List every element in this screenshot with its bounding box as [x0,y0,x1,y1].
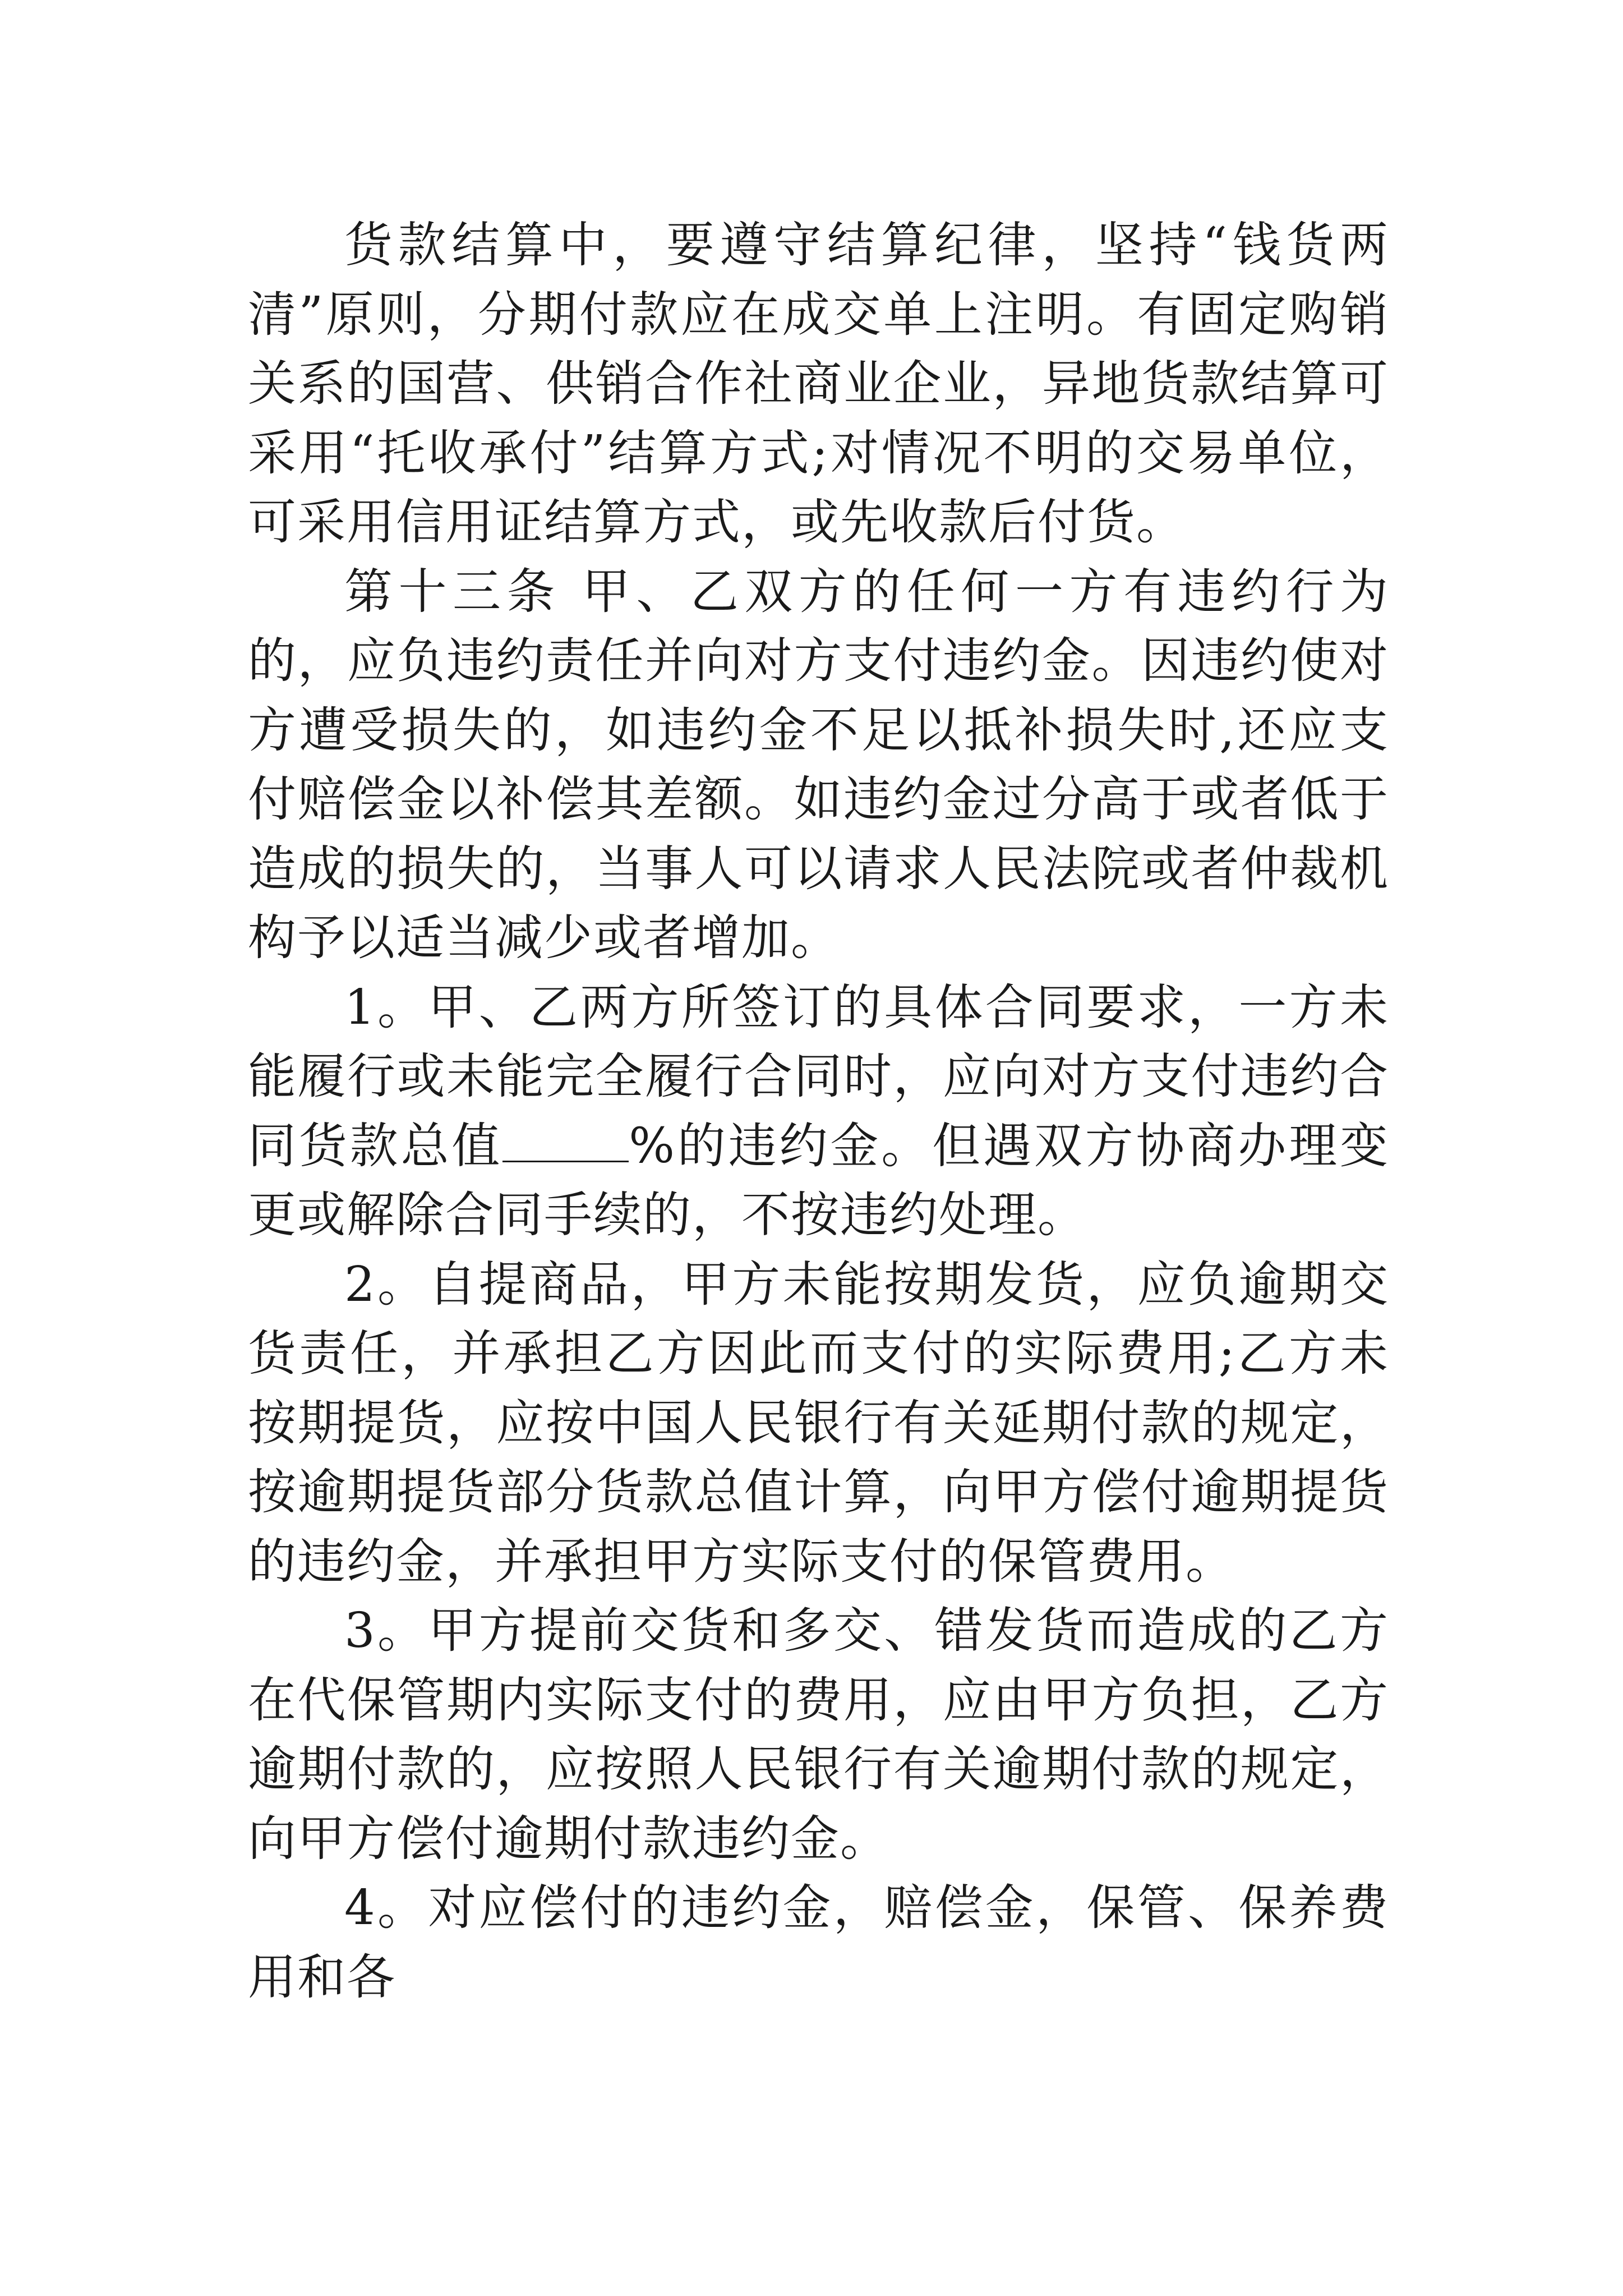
paragraph-clause-4: 4。对应偿付的违约金，赔偿金，保管、保养费用和各 [248,1880,1389,2005]
paragraph-clause-1 [248,973,1389,1250]
paragraph-settlement: 货款结算中，要遵守结算纪律，坚持“钱货两清”原则，分期付款应在成交单上注明。有固定购销关系的国营、供销合作社商业企业，异地货款结算可采用“托收承付”结算方式;对情况不明的交易单位，可采用信用证结算方式，或先收款后付货。 [248,217,1389,550]
clause-1-text-before: 1。甲、乙两方所签订的具体合同要求，一方未能履行或未能完全履行合同时，应向对方支付违约合同货款总值 [248,979,1389,1174]
percentage-blank-field [502,1127,629,1162]
clause-1-text-after: %的违约金。但遇双方协商办理变更或解除合同手续的，不按违约处理。 [248,1117,1390,1243]
paragraph-clause-3: 3。甲方提前交货和多交、错发货而造成的乙方在代保管期内实际支付的费用，应由甲方负担，乙方逾期付款的，应按照人民银行有关逾期付款的规定，向甲方偿付逾期付款违约金。 [248,1603,1389,1867]
paragraph-article-13: 第十三条 甲、乙双方的任何一方有违约行为的，应负违约责任并向对方支付违约金。因违约使对方遭受损失的，如违约金不足以抵补损失时,还应支付赔偿金以补偿其差额。如违约金过分高于或者低于造成的损失的，当事人可以请求人民法院或者仲裁机构予以适当减少或者增加。 [248,563,1389,966]
contract-text [248,211,1389,2012]
paragraph-clause-2: 2。自提商品，甲方未能按期发货，应负逾期交货责任，并承担乙方因此而支付的实际费用;乙方未按期提货，应按中国人民银行有关延期付款的规定，按逾期提货部分货款总值计算，向甲方偿付逾期提货的违约金，并承担甲方实际支付的保管费用。 [248,1256,1389,1590]
